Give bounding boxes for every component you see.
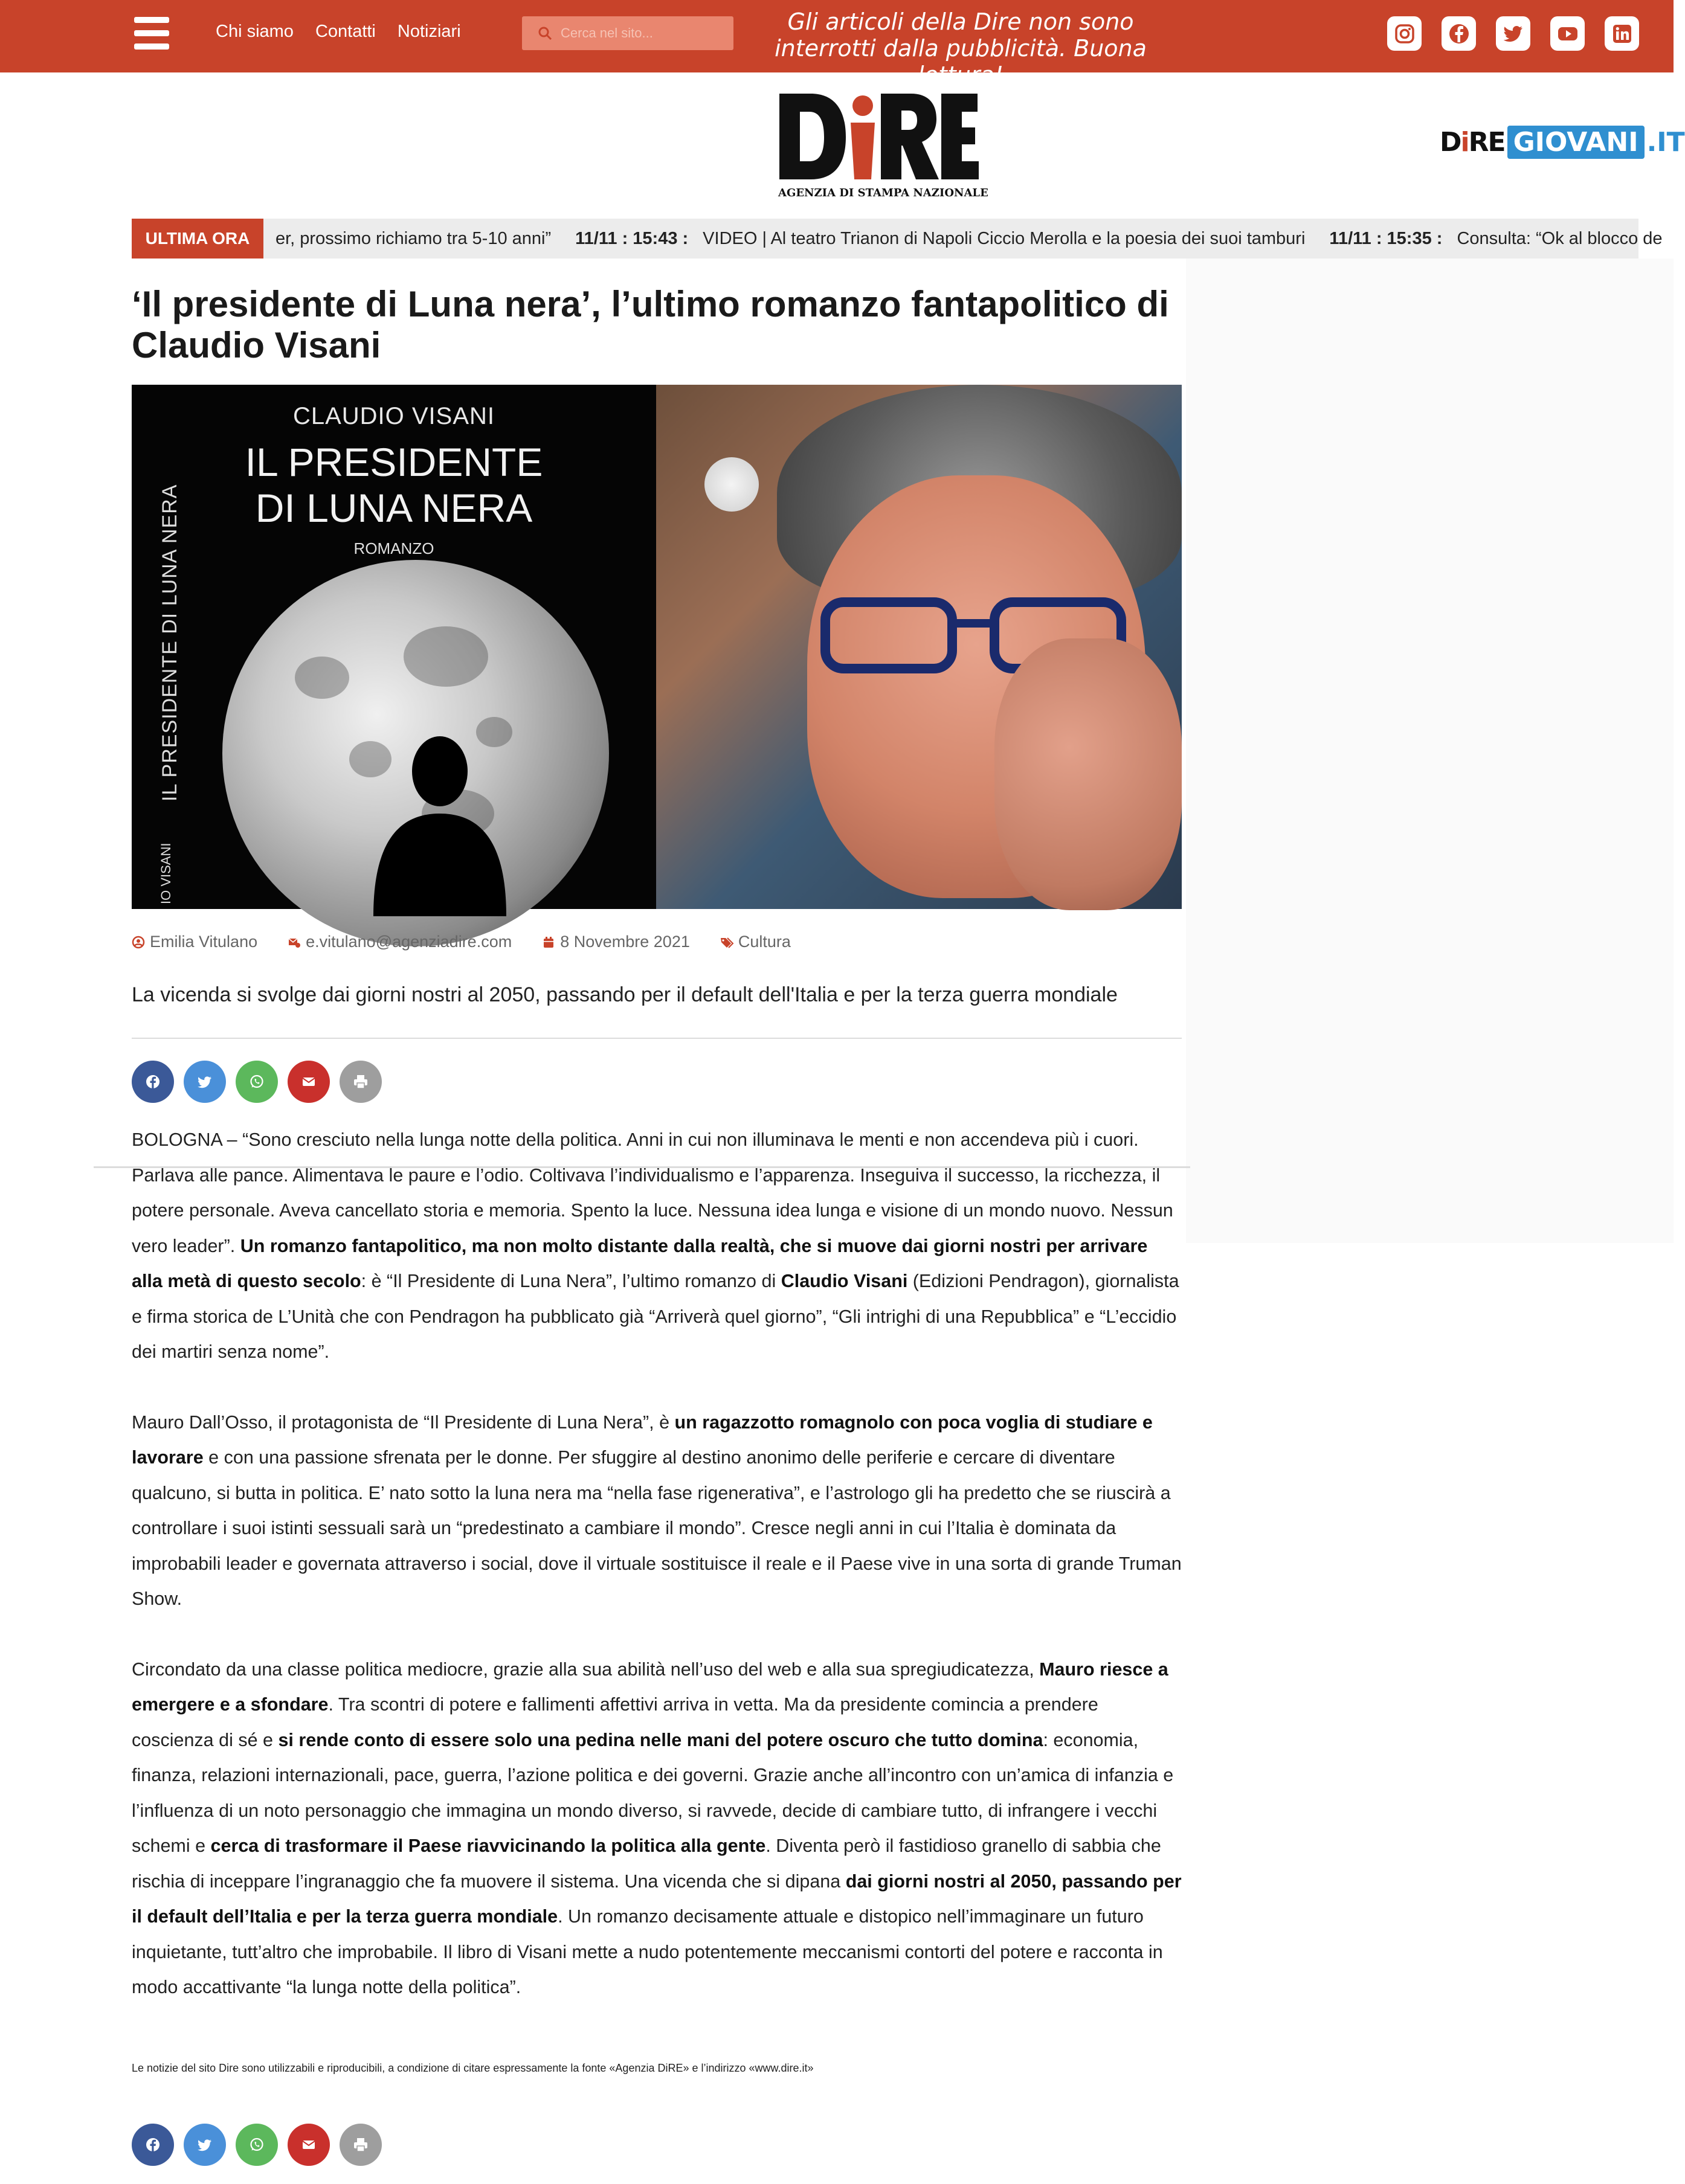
print-icon xyxy=(352,2136,369,2153)
article-paragraph: BOLOGNA – “Sono cresciuto nella lunga notte della politica. Anni in cui non illuminava le menti e non accendeva più i cuori. Parlava alle pance. Alimentava le paure e l’odio. Coltivava l’individualismo e l’apparenza. Inseguiva il successo, la ricchezza, il potere personale. Aveva cancellato storia e memoria. Spento la luce. Nessuna idea lunga e visione di un mondo nuovo. Nessun vero leader”. Un romanzo fantapolitico, ma non molto distante dalla realtà, che si muove dai giorni nostri per arrivare alla metà di questo secolo: è “Il Presidente di Luna Nera”, l’ultimo romanzo di Claudio Visani (Edizioni Pendragon), giornalista e firma storica de L’Unità che con Pendragon ha pubblicato già “Arriverà quel giorno”, “Gli intrighi di una Repubblica” e “L’eccidio dei martiri senza nome”. xyxy=(132,1129,1179,1362)
share-buttons-top xyxy=(132,1061,382,1103)
twitter-icon xyxy=(196,1073,213,1090)
linkedin-icon[interactable] xyxy=(1605,16,1639,51)
divider xyxy=(132,1038,1182,1039)
nav-notiziari[interactable]: Notiziari xyxy=(397,22,461,41)
twitter-icon xyxy=(196,2136,213,2153)
cover-title: IL PRESIDENTE DI LUNA NERA xyxy=(245,440,543,530)
top-bar xyxy=(0,0,1674,88)
ticker-track xyxy=(275,219,1663,259)
partner-dire: DiRE xyxy=(1440,126,1505,158)
whatsapp-icon xyxy=(248,2136,265,2153)
envelope-icon xyxy=(300,1073,317,1090)
share-buttons-bottom xyxy=(132,2124,382,2166)
article-hero-image xyxy=(132,385,1182,909)
envelope-icon xyxy=(300,2136,317,2153)
ticker-item-time: 11/11 : 15:43 : xyxy=(575,228,689,248)
dire-logo[interactable] xyxy=(775,88,988,202)
share-twitter-button[interactable] xyxy=(184,1061,226,1103)
logo-tagline: AGENZIA DI STAMPA NAZIONALE xyxy=(778,187,988,199)
share-facebook-button[interactable] xyxy=(132,2124,174,2166)
meta-category[interactable]: Cultura xyxy=(720,933,791,951)
share-whatsapp-button[interactable] xyxy=(236,1061,278,1103)
nav-chi-siamo[interactable]: Chi siamo xyxy=(216,22,294,41)
article-paragraph: Circondato da una classe politica mediocre, grazie alla sua abilità nell’uso del web e alla sua spregiudicatezza, Mauro riesce a emergere e a sfondare. Tra scontri di potere e fallimenti affettivi arriva in vetta. Ma da presidente comincia a prendere coscienza di sé e si rende conto di essere solo una pedina nelle mani del potere oscuro che tutto domina: economia, finanza, relazioni internazionali, pace, guerra, l’azione politica e dei governi. Grazie anche all’incontro con un’amica di infanzia e l’influenza di un noto personaggio che immagina un mondo diverso, si ravvede, decide di cambiare tutto, di infrangere i vecchi schemi e cerca di trasformare il Paese riavvicinando la politica alla gente. Diventa però il fastidioso granello di sabbia che rischia di inceppare l’ingranaggio che fa muovere il sistema. Una vicenda che si dipana dai giorni nostri al 2050, passando per il default dell’Italia e per la terza guerra mondiale. Un romanzo decisamente attuale e distopico nell’immaginare un futuro inquietante, tutt’altro che improbabile. Il libro di Visani mette a nudo potentemente meccanismi contorti del potere e racconta in modo accattivante “la lunga notte della politica”. xyxy=(132,1659,1182,1997)
tags-icon xyxy=(720,936,733,949)
facebook-icon[interactable] xyxy=(1442,16,1476,51)
logo-mark xyxy=(775,88,988,202)
article-lead: La vicenda si svolge dai giorni nostri al 2050, passando per il default dell'Italia e per la terza guerra mondiale xyxy=(132,983,1118,1006)
share-twitter-button[interactable] xyxy=(184,2124,226,2166)
direxgiovani-logo[interactable] xyxy=(1440,121,1685,163)
share-print-button[interactable] xyxy=(340,2124,382,2166)
social-links xyxy=(1387,16,1639,51)
instagram-icon[interactable] xyxy=(1387,16,1422,51)
share-email-button[interactable] xyxy=(288,2124,330,2166)
share-email-button[interactable] xyxy=(288,1061,330,1103)
email-icon xyxy=(288,936,301,949)
promo-text: Gli articoli della Dire non sono interrotti dalla pubblicità. Buona lettura! xyxy=(775,8,1147,88)
breaking-news-ticker xyxy=(132,219,1663,259)
meta-email[interactable]: e.vitulano@agenziadire.com xyxy=(288,933,512,951)
search-box[interactable] xyxy=(522,16,733,50)
facebook-icon xyxy=(144,1073,161,1090)
partner-giovani: GIOVANI xyxy=(1507,126,1645,159)
ticker-item-text[interactable]: er, prossimo richiamo tra 5-10 anni” xyxy=(275,228,552,248)
ticker-item-time: 11/11 : 15:35 : xyxy=(1329,228,1443,248)
user-icon xyxy=(132,936,145,949)
menu-icon[interactable] xyxy=(134,17,169,50)
partner-tld: .IT xyxy=(1646,126,1685,158)
book-cover xyxy=(132,385,656,909)
share-facebook-button[interactable] xyxy=(132,1061,174,1103)
share-print-button[interactable] xyxy=(340,1061,382,1103)
nav-contatti[interactable]: Contatti xyxy=(315,22,376,41)
print-icon xyxy=(352,1073,369,1090)
article-title: ‘Il presidente di Luna nera’, l’ultimo romanzo fantapolitico di Claudio Visani xyxy=(132,284,1169,365)
search-icon xyxy=(538,26,552,40)
sidebar-ad-area xyxy=(1186,259,1674,1243)
meta-author[interactable]: Emilia Vitulano xyxy=(132,933,257,951)
ticker-item-text[interactable]: Consulta: “Ok al blocco de xyxy=(1457,228,1663,248)
article-meta xyxy=(132,933,821,951)
meta-date: 8 Novembre 2021 xyxy=(542,933,690,951)
copyright-disclaimer: Le notizie del sito Dire sono utilizzabili e riproducibili, a condizione di citare espressamente la fonte «Agenzia DiRE» e l’indirizzo «www.dire.it» xyxy=(132,2062,814,2074)
calendar-icon xyxy=(542,936,555,949)
share-whatsapp-button[interactable] xyxy=(236,2124,278,2166)
whatsapp-icon xyxy=(248,1073,265,1090)
ticker-label: ULTIMA ORA xyxy=(132,219,263,259)
article-paragraph: Mauro Dall’Osso, il protagonista de “Il Presidente di Luna Nera”, è un ragazzotto romagnolo con poca voglia di studiare e lavorare e con una passione sfrenata per le donne. Per sfuggire al destino anonimo delle periferie e cercare di diventare qualcuno, si butta in politica. E’ nato sotto la luna nera ma “nella fase rigenerativa”, e l’astrologo gli ha predetto che se riuscirà a controllare i suoi istinti sessuali sarà un “predestinato a cambiare il mondo”. Cresce negli anni in cui l’Italia è dominata da improbabili leader e governata attraverso i social, dove il virtuale sostituisce il reale e il Paese vive in una sorta di grande Truman Show. xyxy=(132,1412,1182,1609)
ticker-item-text[interactable]: VIDEO | Al teatro Trianon di Napoli Ciccio Merolla e la poesia dei suoi tamburi xyxy=(703,228,1306,248)
cover-subtitle: ROMANZO xyxy=(353,539,434,557)
top-nav xyxy=(216,22,461,42)
youtube-icon[interactable] xyxy=(1550,16,1585,51)
cover-spine-author: IO VISANI xyxy=(158,843,173,904)
cover-author: CLAUDIO VISANI xyxy=(292,403,495,429)
facebook-icon xyxy=(144,2136,161,2153)
author-photo xyxy=(656,385,1182,909)
article-body xyxy=(132,1122,1183,2040)
twitter-icon[interactable] xyxy=(1496,16,1530,51)
cover-spine-text: IL PRESIDENTE DI LUNA NERA xyxy=(158,484,181,801)
search-input[interactable] xyxy=(561,25,730,41)
silhouette-figure xyxy=(361,723,518,916)
